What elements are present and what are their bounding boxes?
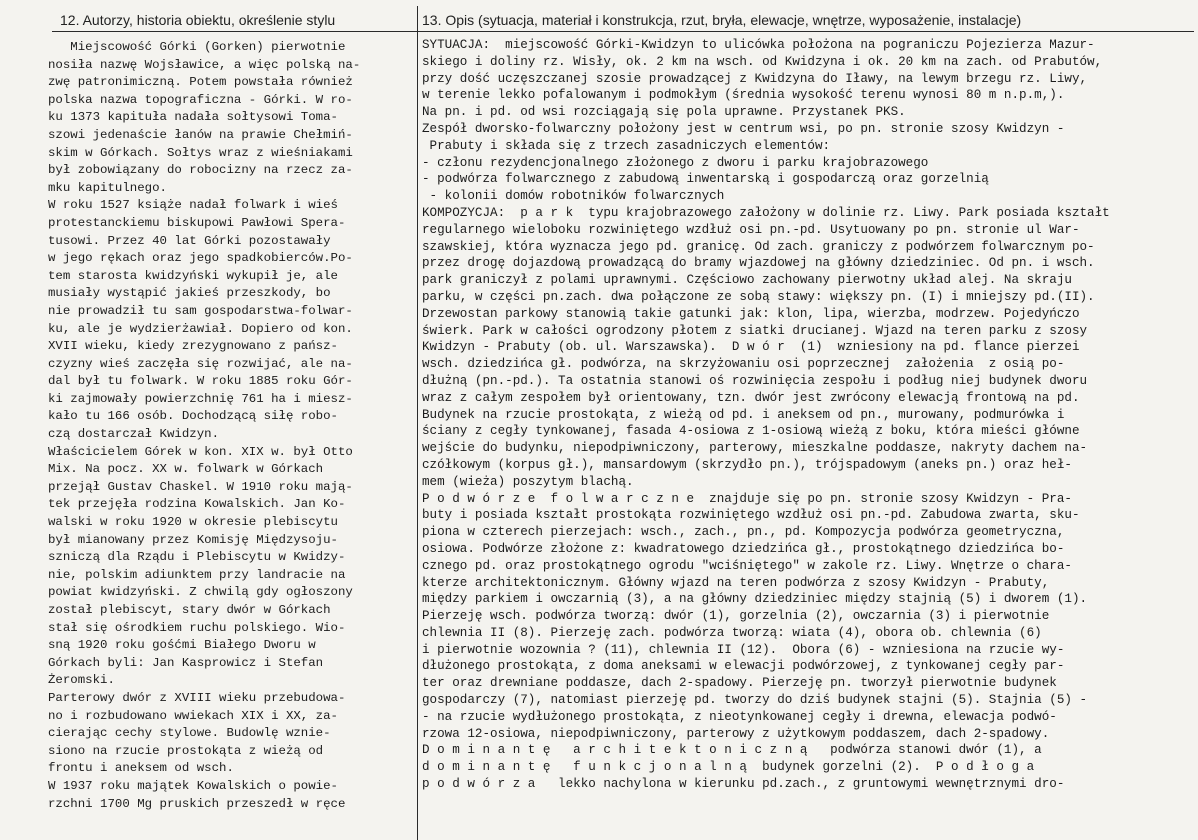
- text-line: został plebiscyt, stary dwór w Górkach: [48, 603, 331, 617]
- text-line: sną 1920 roku gośćmi Białego Dworu w: [48, 638, 316, 653]
- history-text-block: [48, 39, 410, 813]
- text-line: P o d w ó r z e f o l w a r c z n e znajduje się po pn. stronie szosy Kwidzyn - Pra-: [422, 491, 1072, 506]
- text-line: cierając cechy stylowe. Budowlę wznie-: [48, 726, 331, 741]
- text-line: skim w Górkach. Sołtys wraz z wieśniakami: [48, 145, 353, 160]
- text-line: rzowa 12-osiowa, niepodpiwniczony, parterowy z użytkowym poddaszem, dach 2-spadowy.: [422, 726, 1050, 741]
- text-line: nie prowadził tu sam gospodarstwa-folwar-: [48, 303, 353, 318]
- text-line: zwę patronimiczną. Potem powstała również: [48, 75, 353, 90]
- text-line: musiały wystąpić jakieś przeszkody, bo: [48, 286, 331, 301]
- text-line: piona w czterech pierzejach: wsch., zach., pn., pd. Kompozycja podwórza geometryczna,: [422, 525, 1065, 540]
- text-line: no i rozbudowano wwiekach XIX i XX, za-: [48, 708, 338, 723]
- text-line: czą dostarczał Kwidzyn.: [48, 427, 220, 442]
- description-text-block: [422, 37, 1194, 793]
- text-line: d o m i n a n t ę f u n k c j o n a l n ą budynek gorzelni (2). P o d ł o g a: [422, 760, 1035, 775]
- text-line: - na rzucie wydłużonego prostokąta, z nieotynkowanej cegły i drewna, elewacja podwó-: [422, 709, 1057, 724]
- text-line: p o d w ó r z a lekko nachylona w kierunku pd.zach., z gruntowymi wewnętrznymi dro-: [422, 777, 1065, 792]
- text-line: Górkach byli: Jan Kasprowicz i Stefan: [48, 655, 324, 670]
- text-line: stał się ośrodkiem ruchu polskiego. Wio-: [48, 620, 346, 635]
- text-line: cznego pd. oraz prostokątnego ogrodu "wciśniętego" w zakole rz. Liwy. Wnętrze o chara-: [422, 558, 1072, 573]
- text-line: Kwidzyn - Prabuty (ob. ul. Warszawska). D w ó r (1) wzniesiony na pd. flance pierzei: [422, 340, 1080, 355]
- text-line: wejście do budynku, niepodpiwniczony, parterowy, mieszkalne poddasze, nakryty dachem na-: [422, 441, 1088, 456]
- text-line: powiat kwidzyński. Z chwilą gdy ogłoszony: [48, 585, 353, 600]
- text-line: walski w roku 1920 w okresie plebiscytu: [48, 515, 338, 530]
- section-13-header: 13. Opis (sytuacja, materiał i konstrukcja, rzut, bryła, elewacje, wnętrze, wyposażenie, instalacje): [422, 12, 1022, 28]
- text-line: ku 1373 kapituła nadała sołtysowi Toma-: [48, 110, 338, 125]
- text-line: rzchni 1700 Mg pruskich przeszedł w ręce: [48, 796, 346, 811]
- text-line: Prabuty i składa się z trzech zasadniczych elementów:: [422, 138, 831, 153]
- text-line: mem (wieża) poszytym blachą.: [422, 474, 634, 489]
- text-line: szowi jedenaście łanów na prawie Chełmiń-: [48, 127, 353, 142]
- text-line: gospodarczy (7), natomiast pierzeję pd. tworzy do dziś budynek stajni (5). Stajnia (5) -: [422, 693, 1088, 708]
- text-line: świerk. Park w całości ogrodzony płotem z siatki drucianej. Wjazd na teren parku z szosy: [422, 323, 1088, 338]
- text-line: Drzewostan parkowy stanowią takie gatunki jak: klon, lipa, wierzba, modrzew. Pojedyńczo: [422, 306, 1080, 321]
- text-line: siono na rzucie prostokąta z wieżą od: [48, 743, 324, 758]
- text-line: ter oraz drewniane poddasze, dach 2-spadowy. Pierzeję pn. tworzył pierwotnie budynek: [422, 676, 1057, 691]
- text-line: między parkiem i owczarnią (3), a na główny dziedziniec między stajnią (5) i dworem (1).: [422, 592, 1088, 607]
- text-line: ki zajmowały powierzchnię 761 ha i miesz-: [48, 391, 353, 406]
- text-line: wraz z całym zespołem był orientowany, tzn. dwór jest zwrócony elewacją frontową na pd.: [422, 390, 1080, 405]
- text-line: mku kapitulnego.: [48, 180, 167, 195]
- text-line: Budynek na rzucie prostokąta, z wieżą od pd. i aneksem od pn., murowany, podmurówka i: [422, 407, 1065, 422]
- column-divider: [417, 6, 418, 840]
- text-line: nie, polskim adiunktem przy landracie na: [48, 567, 346, 582]
- text-line: regularnego wieloboku rozwiniętego wzdłuż osi pn.-pd. Usytuowany po pn. stronie ul War-: [422, 222, 1080, 237]
- header-rule-left: [52, 31, 417, 32]
- text-line: czółkowym (korpus gł.), mansardowym (skrzydło pn.), trójspadowym (aneks pn.) oraz heł-: [422, 457, 1072, 472]
- text-line: czyzny wieś zaczęła się rozwijać, ale na-: [48, 356, 353, 371]
- text-line: wsch. dziedzińca gł. podwórza, na skrzyżowaniu osi poprzecznej założenia z osią po-: [422, 357, 1065, 372]
- text-line: tek przejęła rodzina Kowalskich. Jan Ko-: [48, 497, 346, 512]
- text-line: był mianowany przez Komisję Międzysoju-: [48, 532, 338, 547]
- text-line: ku, ale je wydzierżawiał. Dopiero od kon.: [48, 321, 353, 336]
- section-12-header: 12. Autorzy, historia obiektu, określenie stylu: [60, 12, 336, 28]
- text-line: tusowi. Przez 40 lat Górki pozostawały: [48, 233, 331, 248]
- text-line: Mix. Na pocz. XX w. folwark w Górkach: [48, 462, 324, 477]
- text-line: skiego i doliny rz. Wisły, ok. 2 km na wsch. od Kwidzyna i ok. 20 km na zach. od Prabutów,: [422, 54, 1103, 69]
- text-line: chlewnia II (8). Pierzeję zach. podwórza tworzą: wiata (4), obora ob. chlewnia (6): [422, 625, 1042, 640]
- text-line: W roku 1527 książe nadał folwark i wieś: [48, 198, 338, 213]
- text-line: dal był tu folwark. W roku 1885 roku Gór-: [48, 374, 353, 389]
- text-line: dłużną (pn.-pd.). Ta ostatnia stanowi oś rozwinięcia zespołu i podług niej budynek dworu: [422, 373, 1088, 388]
- text-line: buty i posiada kształt prostokąta rozwiniętego wzdłuż osi pn.-pd. Zabudowa zwarta, sku-: [422, 508, 1080, 523]
- header-rule-right: [418, 31, 1194, 32]
- text-line: KOMPOZYCJA: p a r k typu krajobrazowego założony w dolinie rz. Liwy. Park posiada kształt: [422, 205, 1110, 220]
- text-line: frontu i aneksem od wsch.: [48, 761, 234, 776]
- text-line: polska nazwa topograficzna - Górki. W ro-: [48, 92, 353, 107]
- text-line: w jego rękach oraz jego spadkobierców.Po-: [48, 251, 353, 266]
- text-line: Zespół dworsko-folwarczny położony jest w centrum wsi, po pn. stronie szosy Kwidzyn -: [422, 121, 1065, 136]
- text-line: XVII wieku, kiedy zrezygnowano z pańsz-: [48, 339, 338, 354]
- text-line: nosiła nazwę Wojsławice, a więc polską na-: [48, 57, 361, 72]
- text-line: ściany z cegły tynkowanej, fasada 4-osiowa z 1-osiową wieżą z boku, która mieści główne: [422, 424, 1080, 439]
- text-line: Pierzeję wsch. podwórza tworzą: dwór (1), gorzelnia (2), owczarnia (3) i pierwotnie: [422, 609, 1050, 624]
- text-line: przy dość uczęszczanej szosie prowadzącej z Kwidzyna do Iławy, na lewym brzegu rz. Liwy,: [422, 71, 1088, 86]
- text-line: osiowa. Podwórze złożone z: kwadratowego dziedzińca gł., prostokątnego dziedzińca bo-: [422, 541, 1065, 556]
- text-line: park graniczył z polami uprawnymi. Częściowo zachowany pierwotny układ alej. Na skraju: [422, 273, 1072, 288]
- text-line: szawskiej, która wyznacza jego pd. granicę. Od zach. graniczy z podwórzem folwarcznym po-: [422, 239, 1095, 254]
- text-line: w terenie lekko pofalowanym i podmokłym (średnia wysokość terenu wynosi 80 m n.p.m,).: [422, 88, 1065, 103]
- text-line: był zobowiązany do robocizny na rzecz za-: [48, 163, 353, 178]
- text-line: przez drogę dojazdową prowadzącą do bramy wjazdowej na główny dziedziniec. Od pn. i wsch.: [422, 256, 1095, 271]
- text-line: kało tu 166 osób. Dochodzącą siłę robo-: [48, 409, 338, 424]
- text-line: - członu rezydencjonalnego złożonego z dworu i parku krajobrazowego: [422, 155, 929, 170]
- text-line: W 1937 roku majątek Kowalskich o powie-: [48, 778, 338, 793]
- text-line: szniczą dla Rządu i Plebiscytu w Kwidzy-: [48, 550, 346, 565]
- text-line: przejął Gustav Chaskel. W 1910 roku mają-: [48, 479, 353, 494]
- text-line: Właścicielem Górek w kon. XIX w. był Otto: [48, 444, 353, 459]
- text-line: Na pn. i pd. od wsi rozciągają się pola uprawne. Przystanek PKS.: [422, 105, 906, 120]
- text-line: Żeromski.: [48, 673, 115, 688]
- text-line: i pierwotnie wozownia ? (11), chlewnia II (12). Obora (6) - wzniesiona na rzucie wy-: [422, 642, 1065, 657]
- text-line: kterze architektonicznym. Główny wjazd na teren podwórza z szosy Kwidzyn - Prabuty,: [422, 575, 1050, 590]
- text-line: tem starosta kwidzyński wykupił je, ale: [48, 268, 338, 283]
- text-line: SYTUACJA: miejscowość Górki-Kwidzyn to ulicówka położona na pograniczu Pojezierza Mazur-: [422, 38, 1095, 52]
- text-line: Miejscowość Górki (Gorken) pierwotnie: [48, 40, 346, 54]
- text-line: D o m i n a n t ę a r c h i t e k t o n i c z n ą podwórza stanowi dwór (1), a: [422, 743, 1042, 758]
- text-line: parku, w części pn.zach. dwa połączone ze sobą stawy: większy pn. (I) i mniejszy pd.(II).: [422, 289, 1095, 304]
- text-line: - podwórza folwarcznego z zabudową inwentarską i gospodarczą oraz gorzelnią: [422, 172, 989, 187]
- text-line: Parterowy dwór z XVIII wieku przebudowa-: [48, 690, 346, 705]
- text-line: - kolonii domów robotników folwarcznych: [422, 189, 725, 204]
- text-line: dłużonego prostokąta, z doma aneksami w elewacji podwórzowej, z tynkowanej cegły par-: [422, 659, 1065, 674]
- text-line: protestanckiemu biskupowi Pawłowi Spera-: [48, 215, 346, 230]
